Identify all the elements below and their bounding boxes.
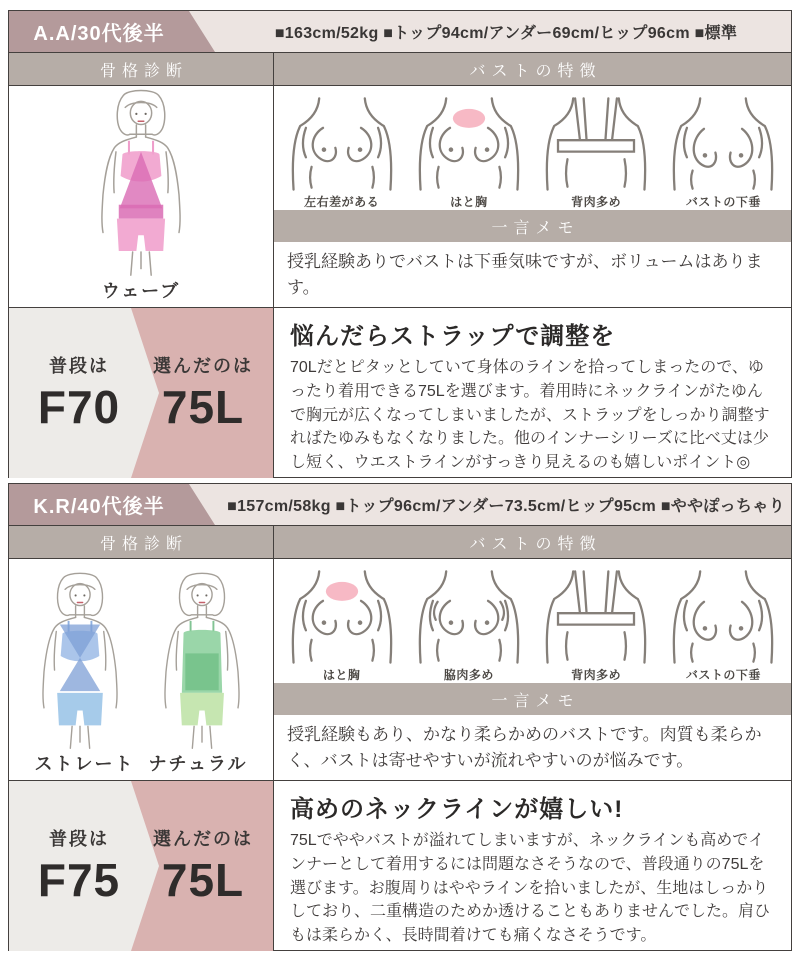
skeleton-figures [20,570,262,750]
review-body: 70Lだとピタッとしていて身体のラインを拾ってしまったので、ゆったり着用できる75Lを選びます。着用時にネックラインがたゆんで胸元が広くなってしまいましたが、ストラップをしっかり調整すればたゆみもなくなりました。他のインナーシリーズに比べ丈は少し短く、ウエストラインがすっきり見えるのも嬉しいポイント◎ [290,359,770,472]
profile-name: K.R/40代後半 [33,496,165,518]
bust-sagging-icon [666,569,780,665]
column-headers [9,53,791,86]
usual-size-value: F70 [37,381,121,433]
bust-feature-label: 背肉多め [571,195,622,210]
bust-column-header: バストの特徴 [469,62,602,80]
usual-size-column [17,825,141,907]
profile-header [9,11,791,53]
profile-name-tab [9,484,215,525]
bust-figure [666,96,780,210]
body-type-natural-icon [142,570,262,750]
chosen-size-value: 75L [161,854,245,906]
review-title: 悩んだらストラップで調整を [290,323,616,350]
usual-size-column [17,352,141,434]
skeleton-labels [35,750,248,776]
review [274,308,791,478]
size-block [9,308,274,478]
skeleton-type-label: ナチュラル [148,754,248,774]
memo-header: 一言メモ [274,683,791,715]
chosen-size-column [139,825,267,907]
bust-figure [666,569,780,683]
profile-card-2 [8,483,792,951]
bust-figure [412,569,526,683]
review-row [9,308,791,478]
size-block [9,781,274,951]
skeleton-figures [66,87,216,277]
profile-stats: ■157cm/58kg ■トップ96cm/アンダー73.5cm/ヒップ95cm ■ややぽっちゃり [227,498,785,515]
bust-cell [274,559,791,780]
bust-asymmetry-icon [285,96,399,192]
bust-back-fat-icon [539,569,653,665]
bust-column-header: バストの特徴 [469,535,602,553]
skeleton-labels [102,277,180,303]
bust-feature-label: バストの下垂 [685,195,761,210]
profile-name: A.A/30代後半 [33,23,165,45]
bust-feature-label: 脇肉多め [443,668,494,683]
review-title: 高めのネックラインが嬉しい! [290,796,624,823]
bust-cell [274,86,791,307]
bust-feature-label: はと胸 [450,195,488,210]
body-type-wave-icon [66,87,216,277]
profile-stats: ■163cm/52kg ■トップ94cm/アンダー69cm/ヒップ96cm ■標準 [274,25,738,42]
bust-figure [285,569,399,683]
bust-feature-label: はと胸 [322,668,361,683]
usual-size-value: F75 [37,854,121,906]
profile-name-tab [9,11,215,52]
column-headers [9,526,791,559]
bust-sagging-icon [666,96,780,192]
skeleton-cell [9,86,274,307]
skeleton-type-label: ストレート [34,754,135,774]
skeleton-column-header: 骨格診断 [9,53,274,85]
bust-feature-label: バストの下垂 [685,668,761,683]
bust-figure [412,96,526,210]
chosen-size-column [139,352,267,434]
memo-text: 授乳経験ありでバストは下垂気味ですが、ボリュームはあります。 [287,252,763,297]
content-row [9,86,791,308]
memo-text: 授乳経験もあり、かなり柔らかめのバストです。肉質も柔らかく、バストは寄せやすいが流れやすいのが悩みです。 [287,725,762,770]
profile-header [9,484,791,526]
bust-figure [285,96,399,210]
usual-size-caption: 普段は [49,356,109,376]
bust-figure [539,96,653,210]
profile-card-1 [8,10,792,478]
bust-back-fat-icon [539,96,653,192]
bust-figure [539,569,653,683]
review [274,781,791,951]
usual-size-caption: 普段は [49,829,109,849]
review-body: 75Lでややバストが溢れてしまいますが、ネックラインも高めでインナーとして着用するには問題なさそうなので、普段通りの75Lを選びます。お腹周りはややラインを拾いましたが、生地はしっかりしており、二重構造のためか透けることもありませんでした。肩ひもは柔らかく、長時間着けても痛くなさそうです。 [290,832,771,945]
skeleton-cell [9,559,274,780]
chosen-size-caption: 選んだのは [153,356,253,376]
chosen-size-caption: 選んだのは [153,829,253,849]
bust-figures [274,86,791,210]
content-row [9,559,791,781]
bust-feature-label: 左右差がある [304,195,380,210]
review-row [9,781,791,951]
body-type-straight-icon [20,570,140,750]
chosen-size-value: 75L [161,381,245,433]
memo-header: 一言メモ [274,210,791,242]
bust-feature-label: 背肉多め [571,668,622,683]
skeleton-type-label: ウェーブ [101,281,181,301]
bust-pigeon-chest-icon [285,569,399,665]
bust-side-fat-icon [412,569,526,665]
bust-figures [274,559,791,683]
bust-pigeon-chest-icon [412,96,526,192]
skeleton-column-header: 骨格診断 [9,526,274,558]
